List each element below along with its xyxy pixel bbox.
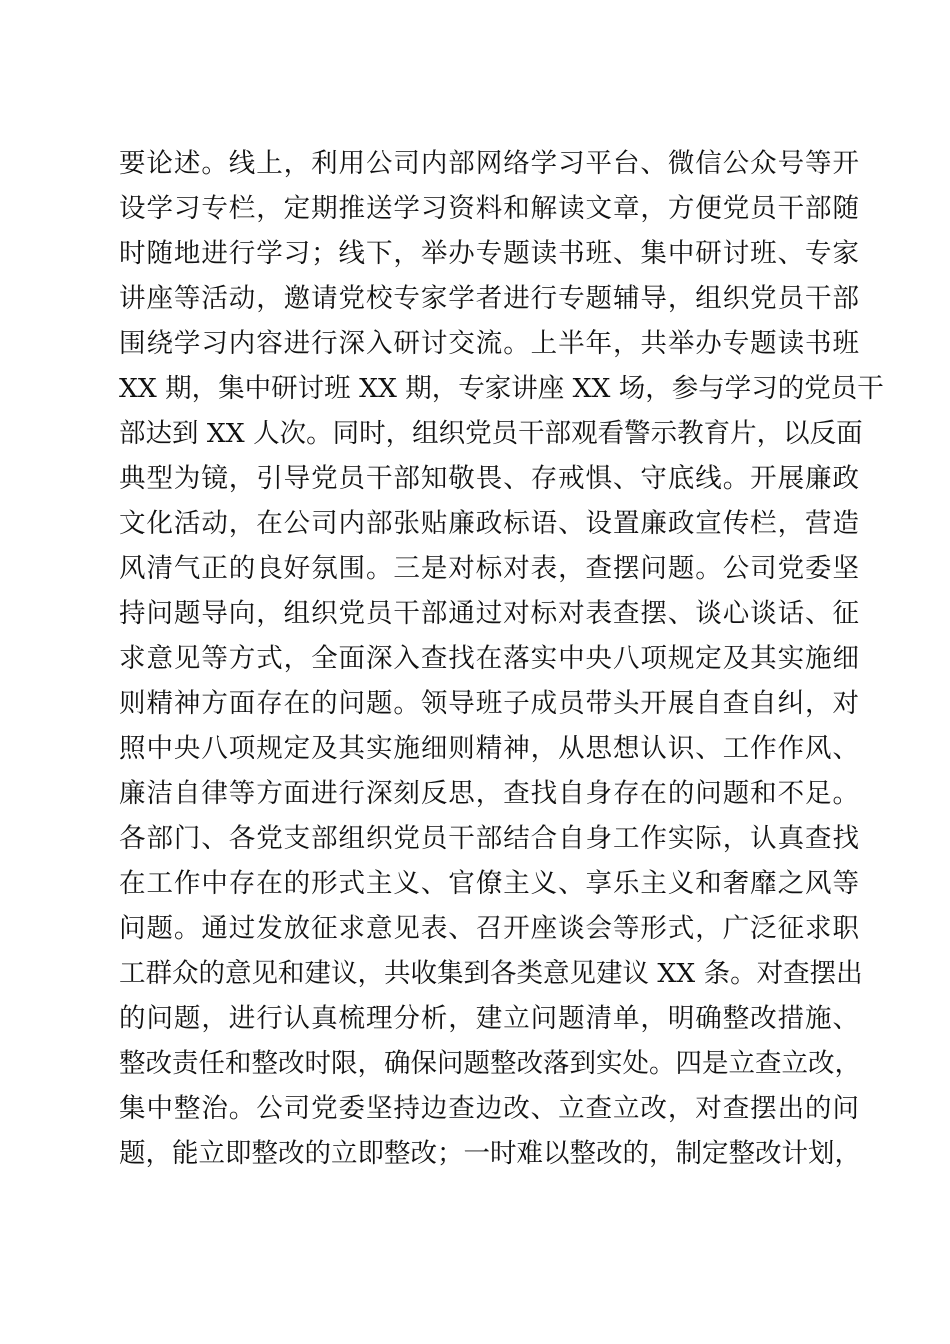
text-line: 求意见等方式，全面深入查找在落实中央八项规定及其实施细 xyxy=(119,643,859,674)
text-line: 题，能立即整改的立即整改；一时难以整改的，制定整改计划， xyxy=(119,1138,861,1169)
text-line: 部达到 XX 人次。同时，组织党员干部观看警示教育片，以反面 xyxy=(119,418,863,449)
text-line: 持问题导向，组织党员干部通过对标对表查摆、谈心谈话、征 xyxy=(119,598,859,629)
text-line: 在工作中存在的形式主义、官僚主义、享乐主义和奢靡之风等 xyxy=(119,868,859,899)
text-line: 则精神方面存在的问题。领导班子成员带头开展自查自纠，对 xyxy=(119,688,859,719)
text-line: 照中央八项规定及其实施细则精神，从思想认识、工作作风、 xyxy=(119,733,859,764)
text-line: 典型为镜，引导党员干部知敬畏、存戒惧、守底线。开展廉政 xyxy=(119,463,859,494)
text-line: 讲座等活动，邀请党校专家学者进行专题辅导，组织党员干部 xyxy=(119,283,859,314)
text-line: 各部门、各党支部组织党员干部结合自身工作实际，认真查找 xyxy=(119,823,859,854)
text-line: 的问题，进行认真梳理分析，建立问题清单，明确整改措施、 xyxy=(119,1003,859,1034)
text-line: XX 期，集中研讨班 XX 期，专家讲座 XX 场，参与学习的党员干 xyxy=(119,373,884,404)
text-line: 风清气正的良好氛围。三是对标对表，查摆问题。公司党委坚 xyxy=(119,553,859,584)
text-line: 工群众的意见和建议，共收集到各类意见建议 XX 条。对查摆出 xyxy=(119,958,863,989)
text-line: 要论述。线上，利用公司内部网络学习平台、微信公众号等开 xyxy=(119,148,859,179)
text-line: 设学习专栏，定期推送学习资料和解读文章，方便党员干部随 xyxy=(119,193,859,224)
text-line: 问题。通过发放征求意见表、召开座谈会等形式，广泛征求职 xyxy=(119,913,859,944)
text-line: 廉洁自律等方面进行深刻反思，查找自身存在的问题和不足。 xyxy=(119,778,859,809)
text-line: 文化活动，在公司内部张贴廉政标语、设置廉政宣传栏，营造 xyxy=(119,508,859,539)
text-line: 整改责任和整改时限，确保问题整改落到实处。四是立查立改， xyxy=(119,1048,861,1079)
text-line: 时随地进行学习；线下，举办专题读书班、集中研讨班、专家 xyxy=(119,238,859,269)
text-line: 集中整治。公司党委坚持边查边改、立查立改，对查摆出的问 xyxy=(119,1093,859,1124)
text-line: 围绕学习内容进行深入研讨交流。上半年，共举办专题读书班 xyxy=(119,328,859,359)
body-text xyxy=(119,141,884,1176)
